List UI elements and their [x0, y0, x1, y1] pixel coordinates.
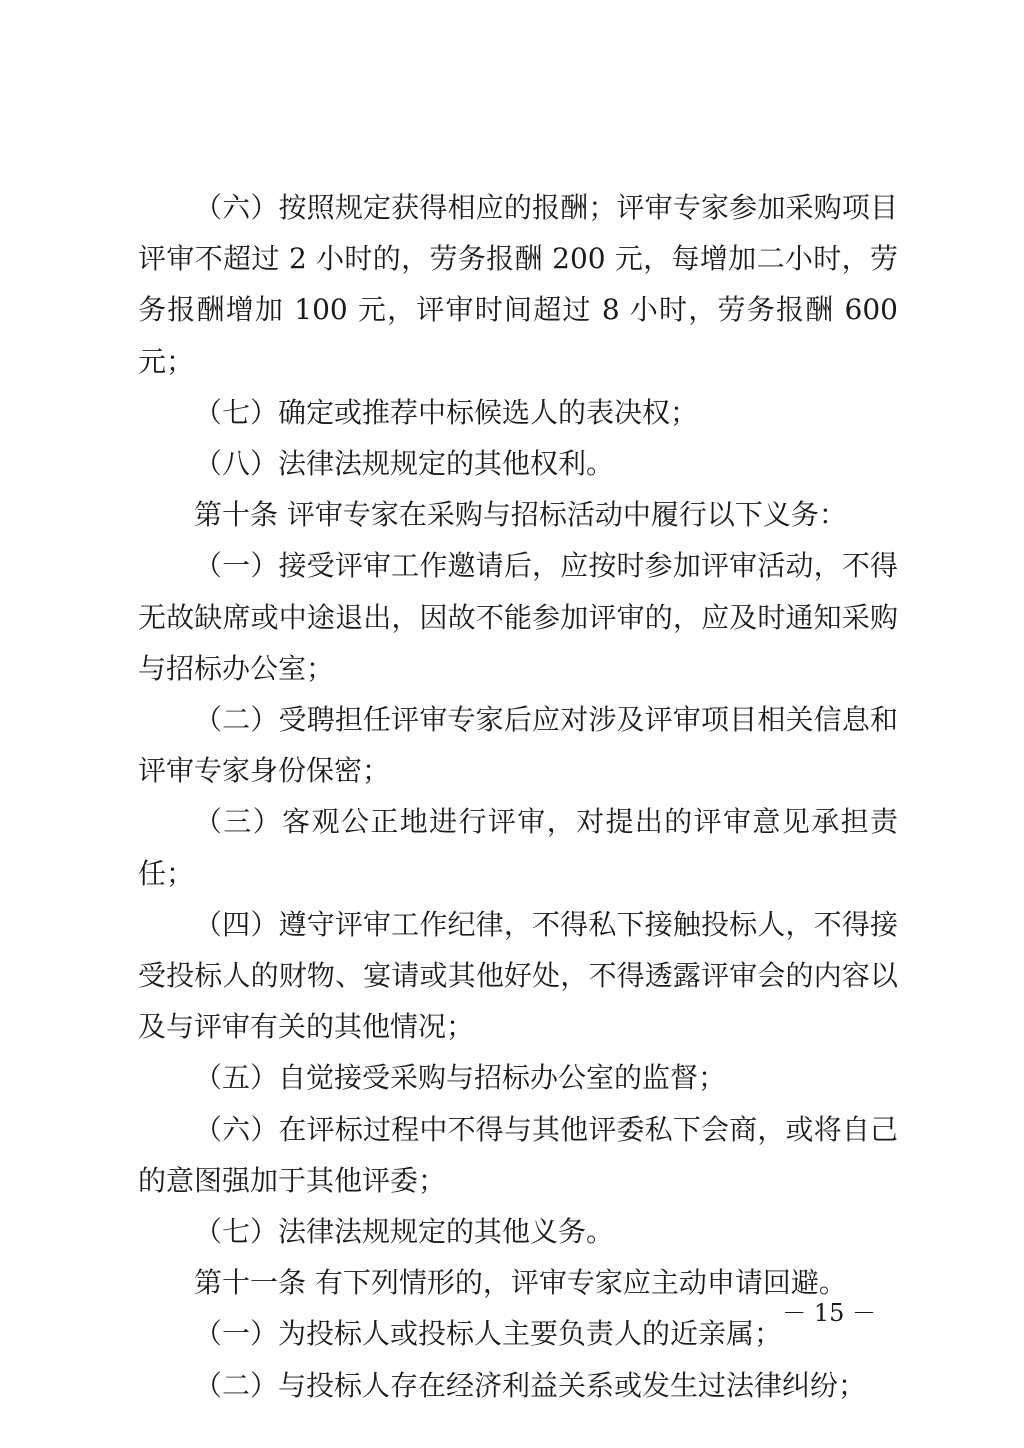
body-text [138, 182, 898, 1411]
duty-5-supervision: （五）自觉接受采购与招标办公室的监督； [194, 1061, 727, 1095]
duty-2-confidentiality: （二）受聘担任评审专家后应对涉及评审项目相关信息和评审专家身份保密； [138, 703, 898, 788]
clause-7-voting-right: （七）确定或推荐中标候选人的表决权； [194, 395, 699, 429]
article-11-heading: 第十一条 有下列情形的，评审专家应主动申请回避。 [194, 1266, 847, 1300]
duty-1-attendance: （一）接受评审工作邀请后，应按时参加评审活动，不得无故缺席或中途退出，因故不能参加评审的，应及时通知采购与招标办公室； [138, 549, 898, 685]
page-number-text: － 15 － [782, 1299, 876, 1327]
article-10-heading: 第十条 评审专家在采购与招标活动中履行以下义务： [194, 498, 847, 532]
duty-6-no-collusion: （六）在评标过程中不得与其他评委私下会商，或将自己的意图强加于其他评委； [138, 1112, 898, 1197]
recusal-2-interests: （二）与投标人存在经济利益关系或发生过法律纠纷； [194, 1368, 867, 1402]
duty-7-other-obligations: （七）法律法规规定的其他义务。 [194, 1215, 615, 1249]
clause-6-remuneration: （六）按照规定获得相应的报酬；评审专家参加采购项目评审不超过 2 小时的，劳务报酬 200 元，每增加二小时，劳务报酬增加 100 元，评审时间超过 8 小时，劳务报酬 600 元； [138, 191, 898, 378]
duty-4-discipline: （四）遵守评审工作纪律，不得私下接触投标人，不得接受投标人的财物、宴请或其他好处，不得透露评审会的内容以及与评审有关的其他情况； [138, 907, 898, 1044]
duty-3-objectivity: （三）客观公正地进行评审，对提出的评审意见承担责任； [138, 805, 898, 890]
clause-8-other-rights: （八）法律法规规定的其他权利。 [194, 447, 615, 481]
page-number [0, 1298, 1024, 1328]
recusal-1-relatives: （一）为投标人或投标人主要负责人的近亲属； [194, 1317, 783, 1351]
